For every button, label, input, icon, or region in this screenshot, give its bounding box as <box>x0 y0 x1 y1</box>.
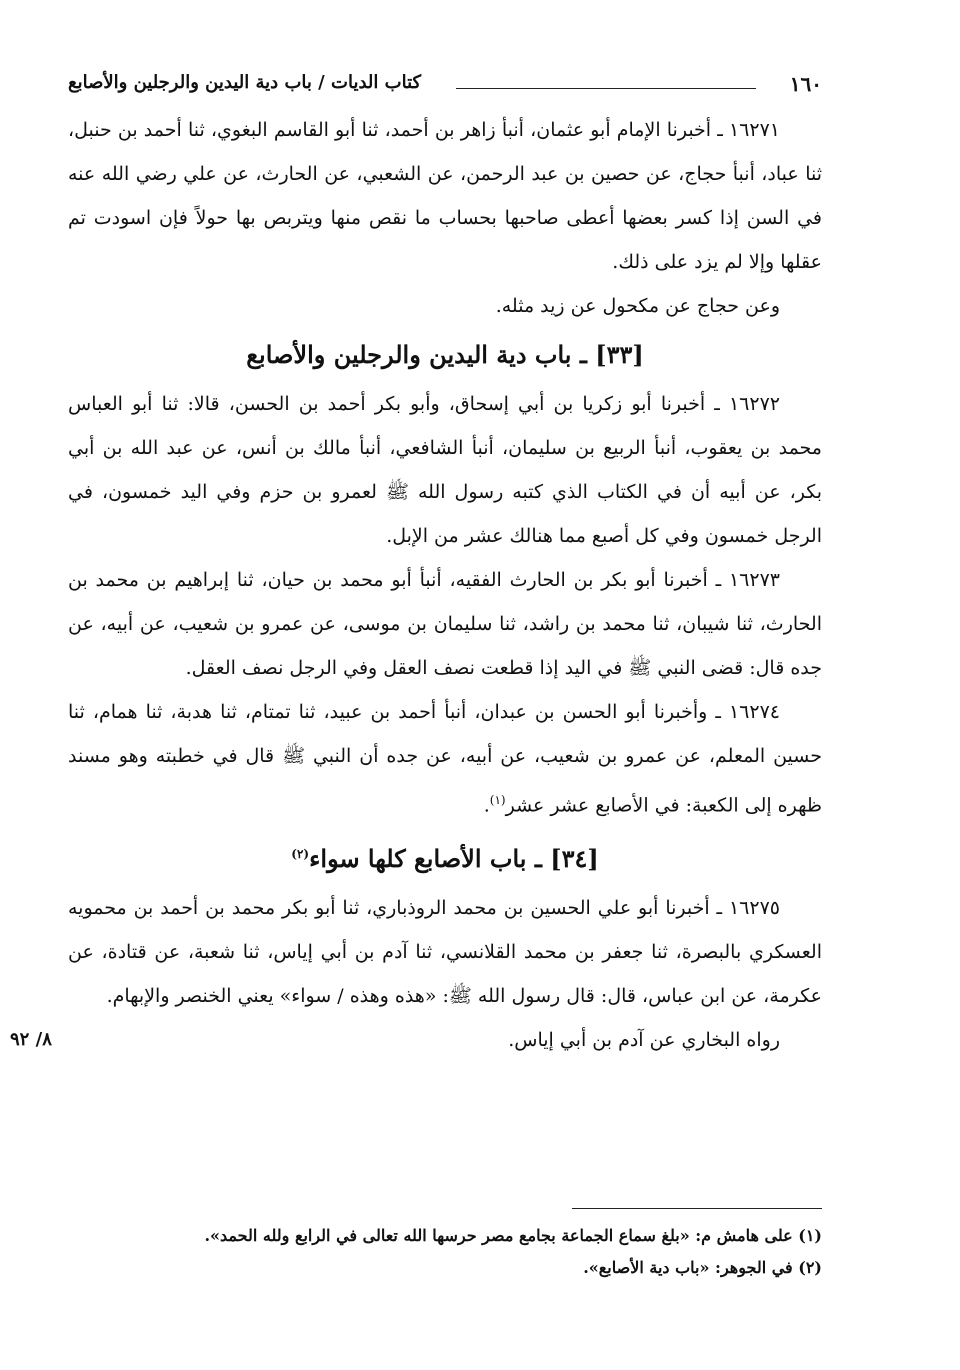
hadith-16271-note: وعن حجاج عن مكحول عن زيد مثله. <box>495 295 780 317</box>
running-title: كتاب الديات / باب دية اليدين والرجلين والأصابع <box>68 72 422 93</box>
text-block-chapter-34 <box>10 886 822 1062</box>
book-page <box>10 60 822 1340</box>
hadith-16271: ١٦٢٧١ ـ أخبرنا الإمام أبو عثمان، أنبأ زاهر بن أحمد، ثنا أبو القاسم البغوي، ثنا أحمد بن حنبل، ثنا عباد، أنبأ حجاج، عن حصين بن عبد الرحمن، عن الشعبي، عن الحارث، عن علي رضي الله عنه في السن إذا كسر بعضها أعطى صاحبها بحساب ما نقص منها ويتربص بها حولاً فإن اسودت تم عقلها وإلا لم يزد على ذلك. <box>68 119 822 273</box>
footnote-rule <box>572 1208 822 1209</box>
chapter-34-heading <box>68 827 822 886</box>
hadith-16274-end: . <box>483 794 490 817</box>
footnotes <box>68 1220 822 1284</box>
chapter-33-heading: [٣٣] ـ باب دية اليدين والرجلين والأصابع <box>246 340 644 369</box>
text-block-top <box>68 108 822 328</box>
bukhari-note: رواه البخاري عن آدم بن أبي إياس. <box>508 1029 780 1052</box>
hadith-16272: ١٦٢٧٢ ـ أخبرنا أبو زكريا بن أبي إسحاق، وأبو بكر أحمد بن الحسن، قالا: ثنا أبو العباس محمد بن يعقوب، أنبأ الربيع بن سليمان، أنبأ الشافعي، أنبأ مالك بن أنس، عن عبد الله بن أبي بكر، عن أبيه أن في الكتاب الذي كتبه رسول الله ﷺ لعمرو بن حزم وفي اليد خمسون، في الرجل خمسون وفي كل أصبع مما هنالك عشر من الإبل. <box>68 393 822 547</box>
header-rule <box>456 88 756 89</box>
margin-reference: ٨/ ٩٢ <box>10 1029 52 1051</box>
footnote-ref-2: (٢) <box>291 847 310 862</box>
chapter-34-title: [٣٤] ـ باب الأصابع كلها سواء <box>309 844 599 874</box>
hadith-16275: ١٦٢٧٥ ـ أخبرنا أبو علي الحسين بن محمد الروذباري، ثنا أبو بكر محمد بن أحمد بن محمويه العسكري بالبصرة، ثنا جعفر بن محمد القلانسي، ثنا آدم بن أبي إياس، ثنا شعبة، عن قتادة، عن عكرمة، عن ابن عباس، قال: قال رسول الله ﷺ: «هذه وهذه / سواء» يعني الخنصر والإبهام. <box>68 897 822 1008</box>
hadith-16274 <box>68 690 822 827</box>
footnote-1: (١) على هامش م: «بلغ سماع الجماعة بجامع مصر حرسها الله تعالى في الرابع ولله الحمد». <box>204 1226 822 1245</box>
text-block-chapter-33 <box>68 382 822 827</box>
footnote-ref-1: (١) <box>489 793 506 807</box>
hadith-16274-text: ١٦٢٧٤ ـ وأخبرنا أبو الحسن بن عبدان، أنبأ أحمد بن عبيد، ثنا تمتام، ثنا هدبة، ثنا همام، ثنا حسين المعلم، عن عمرو بن شعيب، عن أبيه، عن جده أن النبي ﷺ قال في خطبته وهو مسند ظهره إلى الكعبة: في الأصابع عشر عشر <box>68 701 822 817</box>
page-number: ١٦٠ <box>789 72 822 96</box>
footnote-2: (٢) في الجوهر: «باب دية الأصابع». <box>583 1258 822 1277</box>
page-header <box>68 60 822 100</box>
hadith-16273: ١٦٢٧٣ ـ أخبرنا أبو بكر بن الحارث الفقيه، أنبأ أبو محمد بن حيان، ثنا إبراهيم بن محمد بن الحارث، ثنا شيبان، ثنا محمد بن راشد، ثنا سليمان بن موسى، عن عمرو بن شعيب، عن أبيه، عن جده قال: قضى النبي ﷺ في اليد إذا قطعت نصف العقل وفي الرجل نصف العقل. <box>68 569 822 679</box>
